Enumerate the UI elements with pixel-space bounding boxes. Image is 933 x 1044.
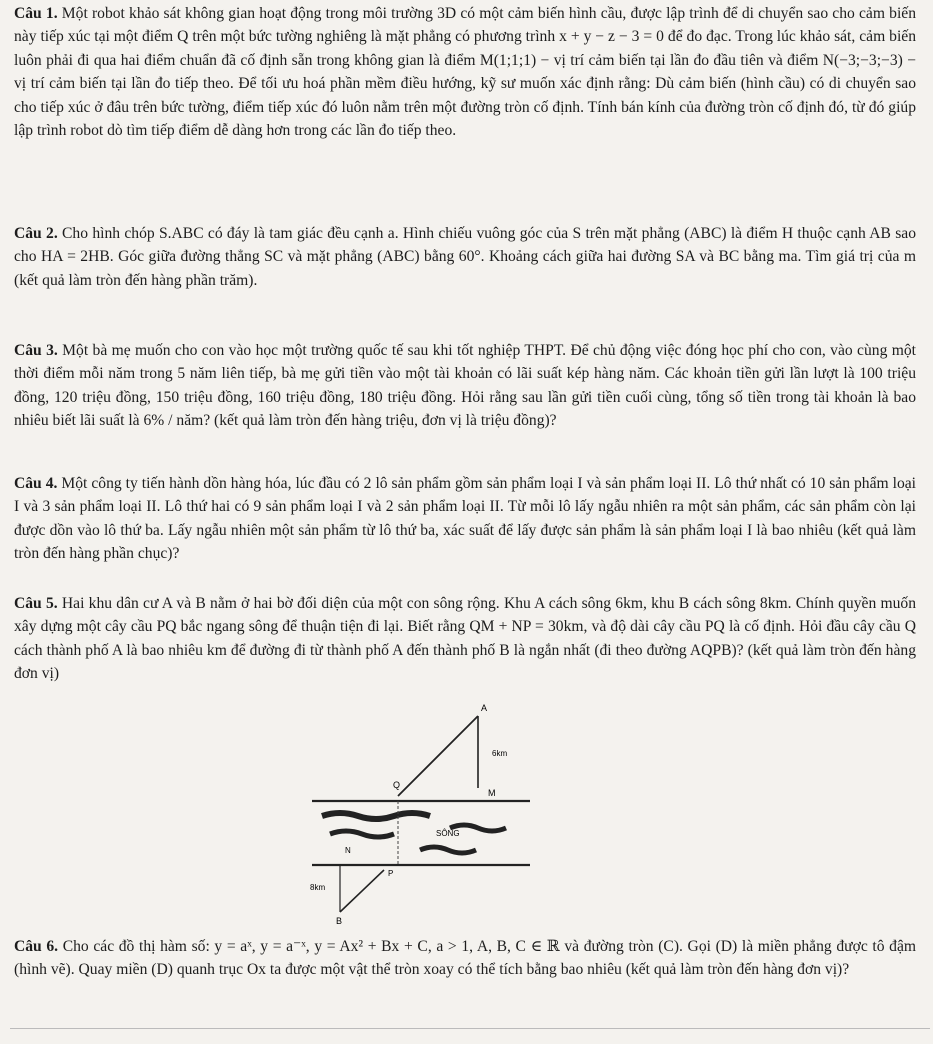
question-3-label: Câu 3. xyxy=(14,342,58,359)
question-4 xyxy=(14,472,916,566)
a-to-q-line xyxy=(398,716,478,796)
question-3-text: Một bà mẹ muốn cho con vào học một trường quốc tế sau khi tốt nghiệp THPT. Để chủ động việc đóng học phí cho con, vào cùng một thời điểm mỗi năm trong 5 năm liên tiếp, bà mẹ gửi tiền vào một tài khoản có lãi suất kép hàng năm. Các khoản tiền gửi lần lượt là 100 triệu đồng, 120 triệu đồng, 150 triệu đồng, 160 triệu đồng, 180 triệu đồng. Hỏi rằng sau lần gửi tiền cuối cùng, tổng số tiền trong tài khoản là bao nhiêu biết lãi suất là 6% / năm? (kết quả làm tròn đến hàng triệu, đơn vị là triệu đồng)? xyxy=(14,342,916,430)
figure-label-b: B xyxy=(336,916,343,926)
question-6 xyxy=(14,935,916,982)
p-to-b-line xyxy=(340,870,384,912)
page-bottom-divider xyxy=(10,1028,930,1029)
figure-label-q: Q xyxy=(393,780,401,790)
question-4-label: Câu 4. xyxy=(14,475,58,492)
question-2-text: Cho hình chóp S.ABC có đáy là tam giác đều cạnh a. Hình chiếu vuông góc của S trên mặt phẳng (ABC) là điểm H thuộc cạnh AB sao cho HA = 2HB. Góc giữa đường thẳng SC và mặt phẳng (ABC) bằng 60°. Khoảng cách giữa hai đường SA và BC bằng ma. Tìm giá trị của m (kết quả làm tròn đến hàng phần trăm). xyxy=(14,225,916,289)
figure-label-6km: 6km xyxy=(492,749,508,758)
river-bridge-diagram xyxy=(300,700,540,930)
question-5-label: Câu 5. xyxy=(14,595,58,612)
figure-label-a: A xyxy=(481,703,488,713)
question-2-label: Câu 2. xyxy=(14,225,58,242)
figure-label-m: M xyxy=(488,788,496,798)
question-2 xyxy=(14,222,916,292)
question-3 xyxy=(14,339,916,433)
river-wave-4 xyxy=(420,847,476,853)
river-wave-2 xyxy=(330,831,394,837)
river-wave-1 xyxy=(322,813,430,819)
river-bridge-figure xyxy=(300,700,540,930)
question-4-text: Một công ty tiến hành dồn hàng hóa, lúc đầu có 2 lô sản phẩm gồm sản phẩm loại I và sản phẩm loại II. Lô thứ nhất có 10 sản phẩm loại I và 3 sản phẩm loại II. Lô thứ hai có 9 sản phẩm loại I và 2 sản phẩm loại II. Từ mỗi lô lấy ngẫu nhiên ra một sản phẩm, các sản phẩm còn lại được dồn vào lô thứ ba. Lấy ngẫu nhiên một sản phẩm từ lô thứ ba, xác suất để lấy được sản phẩm là sản phẩm loại I là bao nhiêu (kết quả làm tròn đến hàng phần chục)? xyxy=(14,475,916,563)
question-5-text: Hai khu dân cư A và B nằm ở hai bờ đối diện của một con sông rộng. Khu A cách sông 6km, khu B cách sông 8km. Chính quyền muốn xây dựng một cây cầu PQ bắc ngang sông để thuận tiện đi lại. Biết rằng QM + NP = 30km, và độ dài cây cầu PQ là cố định. Hỏi đầu cây cầu Q cách thành phố A là bao nhiêu km để đường đi từ thành phố A đến thành phố B là ngắn nhất (đi theo đường AQPB)? (kết quả làm tròn đến hàng đơn vị) xyxy=(14,595,917,683)
question-6-text: Cho các đồ thị hàm số: y = aˣ, y = a⁻ˣ, y = Ax² + Bx + C, a > 1, A, B, C ∈ ℝ và đường tròn (C). Gọi (D) là miền phẳng được tô đậm (hình vẽ). Quay miền (D) quanh trục Ox ta được một vật thể tròn xoay có thể tích bằng bao nhiêu (kết quả làm tròn đến hàng đơn vị)? xyxy=(14,938,917,979)
question-1-text: Một robot khảo sát không gian hoạt động trong môi trường 3D có một cảm biến hình cầu, được lập trình để di chuyển sao cho cảm biến này tiếp xúc tại một điểm Q trên một bức tường nghiêng là mặt phẳng có phương trình x + y − z − 3 = 0 để đo đạc. Trong lúc khảo sát, cảm biến luôn phải đi qua hai điểm chuẩn đã cố định sẵn trong không gian là điểm M(1;1;1) − vị trí cảm biến tại lần đo đầu tiên và điểm N(−3;−3;−3) − vị trí cảm biến tại lần đo tiếp theo. Để tối ưu hoá phần mềm điều hướng, kỹ sư muốn xác định rằng: Dù cảm biến (hình cầu) có di chuyển sao cho tiếp xúc ở đâu trên bức tường, điểm tiếp xúc đó luôn nằm trên một đường tròn cố định. Tính bán kính của đường tròn cố định đó, từ đó giúp lập trình robot dò tìm tiếp điểm dễ dàng hơn trong các lần đo tiếp theo. xyxy=(14,5,916,140)
question-6-label: Câu 6. xyxy=(14,938,59,955)
figure-label-n: N xyxy=(345,846,351,855)
question-1 xyxy=(14,2,916,142)
figure-label-p: P xyxy=(388,869,394,878)
figure-label-river: SÔNG xyxy=(436,829,460,838)
figure-label-8km: 8km xyxy=(310,883,326,892)
question-5 xyxy=(14,592,916,686)
question-1-label: Câu 1. xyxy=(14,5,58,22)
